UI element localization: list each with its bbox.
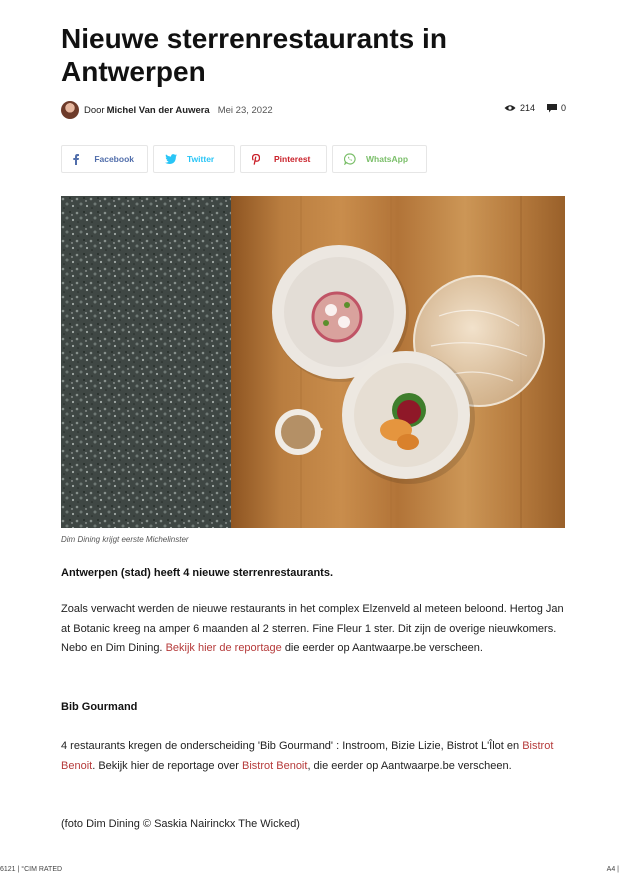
pinterest-label: Pinterest bbox=[274, 154, 311, 164]
page-title: Nieuwe sterrenrestaurants in Antwerpen bbox=[61, 23, 447, 87]
lead-paragraph: Antwerpen (stad) heeft 4 nieuwe sterrenrestaurants. bbox=[61, 567, 334, 579]
hero-photo bbox=[61, 196, 565, 528]
bib-text-mid: . Bekijk hier de reportage over bbox=[92, 759, 239, 772]
article-stats bbox=[504, 103, 566, 113]
bib-gourmand-paragraph bbox=[61, 737, 566, 776]
publish-date: Mei 23, 2022 bbox=[217, 104, 273, 116]
pinterest-share-button[interactable] bbox=[240, 145, 327, 173]
facebook-share-button[interactable] bbox=[61, 145, 148, 173]
facebook-label: Facebook bbox=[94, 154, 134, 164]
comment-count[interactable]: 0 bbox=[560, 103, 566, 113]
whatsapp-label: WhatsApp bbox=[366, 154, 409, 164]
section-heading: Bib Gourmand bbox=[61, 701, 138, 713]
whatsapp-icon bbox=[344, 153, 362, 165]
bib-text-tail: , die eerder op Aantwaarpe.be verscheen. bbox=[307, 759, 512, 772]
body-paragraph bbox=[61, 600, 566, 659]
footer-left: 6121 | °CIM RATED bbox=[0, 866, 63, 873]
bib-text: 4 restaurants kregen de onderscheiding 'Bib Gourmand' : Instroom, Bizie Lizie, Bistrot L'Îlot en bbox=[61, 740, 520, 752]
image-caption: Dim Dining krijgt eerste Michelinster bbox=[61, 535, 189, 544]
footer-right: A4 | bbox=[606, 866, 619, 873]
pinterest-icon bbox=[252, 153, 270, 165]
byline-prefix: Door bbox=[84, 104, 105, 116]
twitter-icon bbox=[165, 153, 183, 165]
eye-icon bbox=[504, 104, 516, 112]
twitter-label: Twitter bbox=[187, 154, 215, 164]
share-bar bbox=[61, 145, 432, 173]
byline bbox=[61, 99, 273, 121]
comment-icon[interactable] bbox=[547, 104, 557, 113]
twitter-share-button[interactable] bbox=[153, 145, 235, 173]
avatar[interactable] bbox=[61, 101, 79, 119]
bistrot-benoit-link[interactable]: Bistrot Benoit bbox=[61, 740, 554, 772]
whatsapp-share-button[interactable] bbox=[332, 145, 427, 173]
author-link[interactable]: Michel Van der Auwera bbox=[106, 104, 210, 116]
view-count: 214 bbox=[519, 103, 535, 113]
reportage-link[interactable]: Bekijk hier de reportage bbox=[165, 642, 282, 654]
body-text-tail: die eerder op Aantwaarpe.be verscheen. bbox=[284, 642, 483, 654]
body-text: Zoals verwacht werden de nieuwe restaurants in het complex Elzenveld al meteen beloond. Hertog Jan at Botanic kreeg na amper 6 maanden al 2 sterren. Fine Fleur 1 ster. Dit zijn de overige nieuwkomers. Nebo en Dim Dining. bbox=[61, 603, 564, 654]
facebook-icon bbox=[73, 153, 90, 165]
bistrot-benoit-reportage-link[interactable]: Bistrot Benoit bbox=[242, 759, 308, 772]
photo-credit: (foto Dim Dining © Saskia Nairinckx The Wicked) bbox=[61, 818, 300, 830]
